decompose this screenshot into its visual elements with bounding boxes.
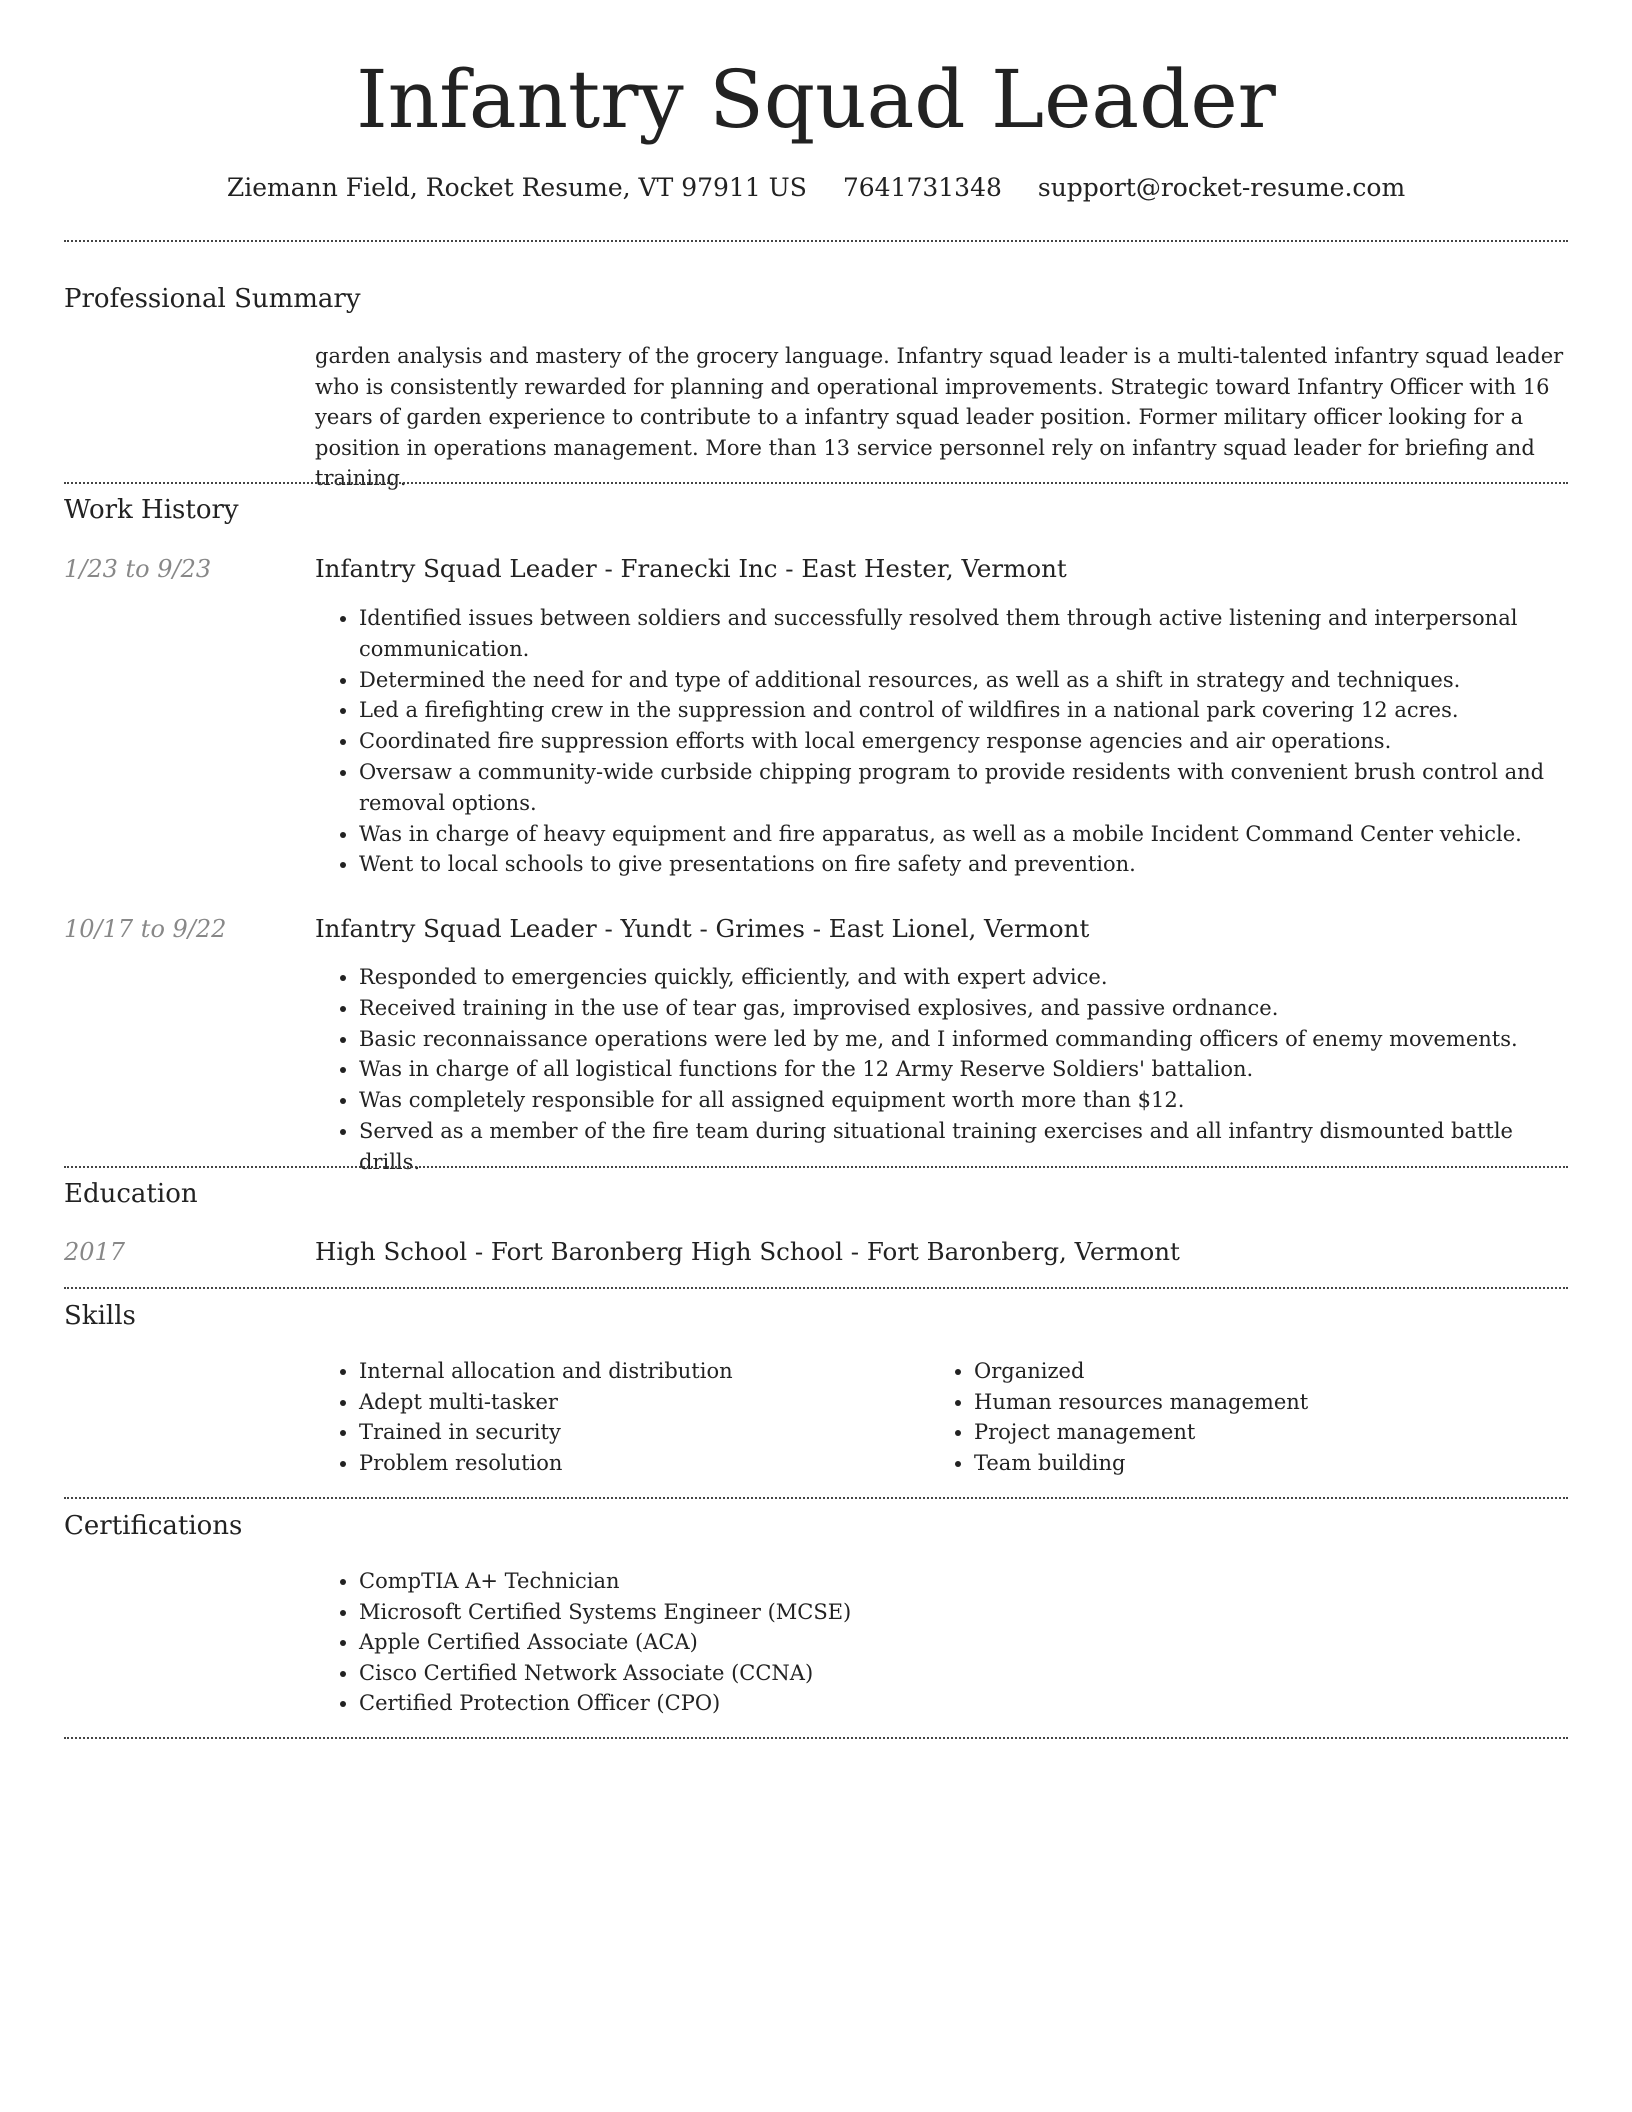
job-heading: Infantry Squad Leader - Yundt - Grimes - East Lionel, Vermont (315, 914, 1090, 943)
list-item: • Basic reconnaissance operations were led by me, and I informed commanding officers of enemy movements. (359, 1024, 1559, 1055)
list-item: • Was completely responsible for all assigned equipment worth more than $12. (359, 1085, 1559, 1116)
list-item: • Internal allocation and distribution (359, 1356, 919, 1387)
certifications-list (315, 1566, 1559, 1719)
skills-list-right (930, 1356, 1574, 1478)
list-item: • Trained in security (359, 1417, 919, 1448)
list-item: • Problem resolution (359, 1448, 919, 1479)
divider (64, 1497, 1568, 1499)
list-item: • Was in charge of heavy equipment and fire apparatus, as well as a mobile Incident Command Center vehicle. (359, 819, 1559, 850)
job-dates: 1/23 to 9/23 (64, 555, 212, 583)
section-title-summary: Professional Summary (64, 284, 361, 314)
list-item: • Apple Certified Associate (ACA) (359, 1627, 1559, 1658)
list-item: • Led a firefighting crew in the suppression and control of wildfires in a national park covering 12 acres. (359, 695, 1559, 726)
list-item: • CompTIA A+ Technician (359, 1566, 1559, 1597)
skills-list-left (315, 1356, 919, 1478)
list-item: • Received training in the use of tear gas, improvised explosives, and passive ordnance. (359, 993, 1559, 1024)
section-title-education: Education (64, 1179, 198, 1209)
job-dates: 10/17 to 9/22 (64, 915, 227, 943)
address: Ziemann Field, Rocket Resume, VT 97911 US (226, 173, 807, 202)
education-year: 2017 (64, 1238, 126, 1266)
job-bullets (315, 603, 1559, 880)
list-item: • Served as a member of the fire team during situational training exercises and all infantry dismounted battle drills. (359, 1116, 1559, 1178)
summary-text: garden analysis and mastery of the grocery language. Infantry squad leader is a multi-talented infantry squad leader who is consistently rewarded for planning and operational improvements. Strategic toward Infantry Officer with 16 years of garden experience to contribute to a infantry squad leader position. Former military officer looking for a position in operations management. More than 13 service personnel rely on infantry squad leader for briefing and training. (315, 344, 1564, 491)
job-heading: Infantry Squad Leader - Franecki Inc - East Hester, Vermont (315, 554, 1067, 583)
list-item: • Was in charge of all logistical functions for the 12 Army Reserve Soldiers' battalion. (359, 1054, 1559, 1085)
list-item: • Cisco Certified Network Associate (CCNA) (359, 1658, 1559, 1689)
list-item: • Human resources management (974, 1387, 1574, 1418)
list-item: • Microsoft Certified Systems Engineer (MCSE) (359, 1597, 1559, 1628)
list-item: • Oversaw a community-wide curbside chipping program to provide residents with convenient brush control and removal options. (359, 757, 1559, 819)
section-title-skills: Skills (64, 1301, 136, 1331)
divider (64, 240, 1568, 242)
list-item: • Adept multi-tasker (359, 1387, 919, 1418)
list-item: • Organized (974, 1356, 1574, 1387)
candidate-name: Infantry Squad Leader (356, 53, 1276, 146)
job-bullets (315, 962, 1559, 1178)
list-item: • Coordinated fire suppression efforts with local emergency response agencies and air operations. (359, 726, 1559, 757)
list-item: • Determined the need for and type of additional resources, as well as a shift in strategy and techniques. (359, 665, 1559, 696)
list-item: • Identified issues between soldiers and successfully resolved them through active listening and interpersonal communication. (359, 603, 1559, 665)
divider (64, 482, 1568, 484)
contact-line (0, 170, 1632, 206)
section-title-certifications: Certifications (64, 1511, 243, 1541)
email: support@rocket-resume.com (1037, 173, 1406, 202)
section-title-work-history: Work History (64, 495, 239, 525)
list-item: • Went to local schools to give presentations on fire safety and prevention. (359, 849, 1559, 880)
education-heading: High School - Fort Baronberg High School - Fort Baronberg, Vermont (315, 1237, 1180, 1266)
list-item: • Responded to emergencies quickly, efficiently, and with expert advice. (359, 962, 1559, 993)
list-item: • Project management (974, 1417, 1574, 1448)
divider (64, 1166, 1568, 1168)
divider (64, 1737, 1568, 1739)
phone: 7641731348 (842, 173, 1002, 202)
list-item: • Team building (974, 1448, 1574, 1479)
divider (64, 1287, 1568, 1289)
list-item: • Certified Protection Officer (CPO) (359, 1688, 1559, 1719)
